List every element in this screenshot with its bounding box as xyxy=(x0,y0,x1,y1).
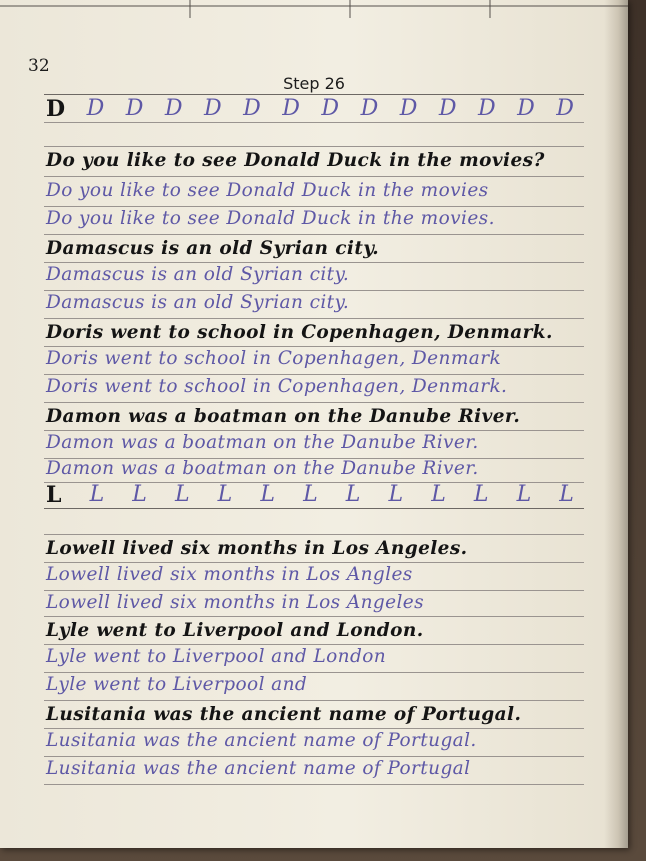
rule xyxy=(44,562,584,563)
rule xyxy=(44,700,584,701)
practice-letter: L xyxy=(217,482,233,507)
practice-sentence: Damon was a boatman on the Danube River. xyxy=(46,432,479,453)
practice-letter: D xyxy=(438,96,457,121)
letter-row-d xyxy=(46,96,574,122)
model-letter: D xyxy=(46,96,66,122)
practice-letter: D xyxy=(204,96,222,121)
rule xyxy=(44,430,584,431)
model-sentence: Lusitania was the ancient name of Portugal. xyxy=(46,704,522,725)
practice-letter: L xyxy=(473,482,489,507)
practice-letter: D xyxy=(164,96,183,121)
practice-letter: L xyxy=(431,482,446,507)
practice-letter: L xyxy=(388,482,404,507)
rule xyxy=(44,290,584,291)
rule xyxy=(44,728,584,729)
model-letter: L xyxy=(46,482,62,508)
practice-sentence: Doris went to school in Copenhagen, Denmark xyxy=(46,348,502,369)
practice-sentence: Damon was a boatman on the Danube River. xyxy=(46,458,479,479)
rule xyxy=(44,262,584,263)
rule xyxy=(44,672,584,673)
model-sentence: Damascus is an old Syrian city. xyxy=(46,238,380,259)
practice-sentence: Do you like to see Donald Duck in the movies xyxy=(46,180,489,201)
practice-sentence: Lyle went to Liverpool and London xyxy=(46,646,387,667)
practice-letter: L xyxy=(303,482,318,507)
practice-sentence: Lusitania was the ancient name of Portugal xyxy=(46,758,471,779)
rule xyxy=(44,122,584,123)
model-sentence: Damon was a boatman on the Danube River. xyxy=(46,406,521,427)
rule xyxy=(44,146,584,147)
rule xyxy=(44,644,584,645)
rule xyxy=(44,176,584,177)
rule xyxy=(44,94,584,95)
previous-page-grid xyxy=(0,0,628,18)
practice-letter: L xyxy=(132,482,147,507)
rule xyxy=(44,616,584,617)
rule xyxy=(44,756,584,757)
practice-letter: D xyxy=(556,96,574,121)
practice-sentence: Lusitania was the ancient name of Portugal. xyxy=(46,730,477,751)
model-sentence: Lyle went to Liverpool and London. xyxy=(46,620,424,641)
rule xyxy=(44,206,584,207)
practice-sentence: Doris went to school in Copenhagen, Denmark. xyxy=(46,376,508,397)
practice-sentence: Do you like to see Donald Duck in the movies. xyxy=(46,208,495,229)
rule xyxy=(44,402,584,403)
practice-letter: L xyxy=(260,482,275,507)
practice-letter: D xyxy=(477,96,496,121)
practice-letter: D xyxy=(86,96,105,121)
book-spine-shadow xyxy=(604,0,628,848)
model-sentence: Lowell lived six months in Los Angeles. xyxy=(46,538,468,559)
practice-letter: L xyxy=(89,482,105,507)
practice-sentence: Lowell lived six months in Los Angeles xyxy=(46,592,425,613)
practice-letter: D xyxy=(282,96,300,121)
rule xyxy=(44,234,584,235)
practice-letter: D xyxy=(399,96,418,121)
rule xyxy=(44,590,584,591)
rule xyxy=(44,534,584,535)
rule xyxy=(44,784,584,785)
rule xyxy=(44,508,584,509)
practice-sentence: Damascus is an old Syrian city. xyxy=(46,292,350,313)
practice-letter: L xyxy=(345,482,361,507)
page-number: 32 xyxy=(28,56,50,76)
rule xyxy=(44,318,584,319)
practice-sentence: Damascus is an old Syrian city. xyxy=(46,264,350,285)
rule xyxy=(44,374,584,375)
practice-sentence: Lowell lived six months in Los Angles xyxy=(46,564,413,585)
practice-letter: L xyxy=(559,482,574,507)
practice-letter: D xyxy=(360,96,379,121)
practice-letter: D xyxy=(243,96,261,121)
practice-letter: D xyxy=(517,96,535,121)
model-sentence: Do you like to see Donald Duck in the movies? xyxy=(46,150,545,171)
step-title: Step 26 xyxy=(283,74,345,93)
rule xyxy=(44,346,584,347)
letter-row-l xyxy=(46,482,574,508)
model-sentence: Doris went to school in Copenhagen, Denmark. xyxy=(46,322,553,343)
practice-letter: L xyxy=(174,482,190,507)
practice-sentence: Lyle went to Liverpool and xyxy=(46,674,308,695)
practice-letter: L xyxy=(516,482,532,507)
practice-letter: D xyxy=(125,96,144,121)
practice-letter: D xyxy=(321,96,340,121)
